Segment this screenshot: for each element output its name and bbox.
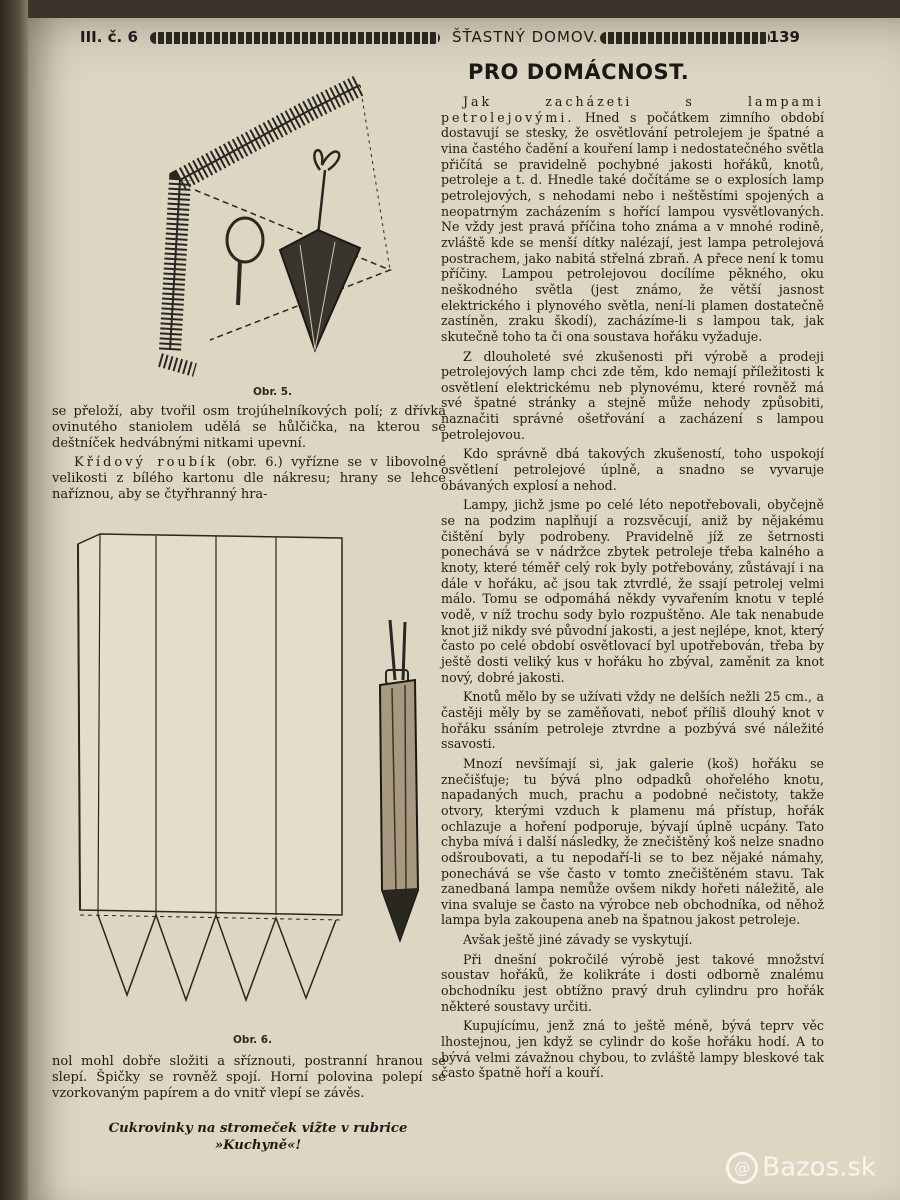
header-ornament-right [600, 32, 770, 44]
figure-5-caption: Obr. 5. [253, 386, 293, 398]
paragraph: Z dlouholeté své zkušenosti při výrobě a prodeji petrolejových lamp chci zde těm, kdo nemají příležitosti k osvětlení elektrickému neb plynovému, které rovněž má své špatné stránky a stejně může nehody způsobiti, naznačiti správné ošetřování a zacházení s lampou petrolejovou. [441, 348, 824, 442]
paragraph-lead: Křídový roubík [74, 454, 219, 470]
paragraph: Mnozí nevšímají si, jak galerie (koš) hořáku se znečišťuje; tu bývá plno odpadků ohořelého knotu, napadaných much, prachu a podobné nečistoty, takže otvory, kterými vzduch k plamenu má přístup, hořák ochlazuje a hoření podporuje, bývají úplně ucpány. Tato chyba mívá i další následky, že znečištěný koš nelze snadno odšroubovati, a tu nepodaří-li se to bez nějaké námahy, ponechává se vše často v tomto znečištěném stavu. Tak zanedbaná lampa nemůže ovšem nikdy hořeti náležitě, ale vina svaluje se často na výrobce neb obchodníka, od něhož lampa byla zakoupena aneb na špatnou jakost petroleje. [441, 755, 824, 928]
paragraph: nol mohl dobře složiti a sříznouti, postranní hranou se slepí. Špičky se rovněž spojí. Horní polovina polepí se vzorkovaným papírem a do vnitř vlepí se závěs. [52, 1054, 446, 1102]
watermark-text: Bazos.sk [762, 1152, 876, 1183]
footnote [58, 1120, 458, 1154]
figure-6-illustration [70, 530, 450, 1020]
page-number: 139 [768, 28, 800, 46]
issue-label: III. č. 6 [80, 28, 138, 46]
watermark [726, 1152, 876, 1184]
article-column-left-continued [52, 1054, 446, 1103]
header-ornament-left [150, 32, 440, 44]
paragraph: Kdo správně dbá takových zkušeností, toho uspokojí osvětlení petrolejové úplně, a snadno se vyvaruje obávaných explosí a nehod. [441, 446, 824, 493]
footnote-line: Cukrovinky na stromeček viz̃te v rubrice [108, 1121, 408, 1136]
figure-6-caption: Obr. 6. [233, 1034, 273, 1046]
paragraph: Kupujícímu, jenž zná to ještě méně, bývá teprv věc lhostejnou, jen když se cylindr do koše hořáku hodí. A to bývá velmi závažnou chybou, to zvláště lampy bleskové tak často špatně hoří a kouří. [441, 1018, 824, 1081]
article-column-right [441, 94, 824, 1085]
section-title: PRO DOMÁCNOST. [468, 60, 690, 84]
magazine-title: ŠŤASTNÝ DOMOV. [452, 28, 599, 46]
paragraph: se přeloží, aby tvořil osm trojúhelníkových polí; z dřívka ovinutého staniolem udělá se hůlčička, na kterou se deštníček hedvábnými nitkami upevní. [52, 404, 446, 452]
footnote-line: »Kuchyně«! [214, 1138, 302, 1153]
article-lead: Jak zacházeti s lampami petrolejovými. [441, 94, 824, 125]
paragraph: Křídový roubík (obr. 6.) vyřízne se v libovolné velikosti z bílého kartonu dle nákresu; hrany se lehce naříznou, aby se čtyřhranný hra- [52, 454, 447, 503]
book-spine-shadow [0, 0, 28, 1200]
paragraph: Avšak ještě jiné závady se vyskytují. [463, 932, 693, 948]
paragraph: Jak zacházeti s lampami petrolejovými. Hned s počátkem zimního období dostavují se stesky, že osvětlování petrolejem je špatné a vina častého čadění a kouření lamp i nedostatečného světla přičítá se pravidelně pochybné jakosti hořáků, knotů, petroleje a t. d. Hnedle také dočítáme se o explosích lamp petrolejových, s nehodami nebo i neštěstími spojených a neopatrným zacházením s hořící lampou vysvětlovaných. Ne vždy jest pravá příčina toho známa a v mnohé rodině, zvláště kde se menší dítky nalézají, jest lampa petrolejová postrachem, jako nabitá střelná zbraň. A přece není k tomu příčiny. Lampou petrolejovou docílíme pěkného, oku neškodného světla (jest známo, že větší jasnost elektrického i plynového světla, není-li plamen dostatečně zastíněn, zraku škodí), zacházíme-li s lampou tak, jak skutečně toho ta či ona soustava hořáku vyžaduje. [441, 94, 824, 344]
paragraph: Knotů mělo by se užívati vždy ne delších nežli 25 cm., a častěji měly by se zaměňovati, neboť příliš dlouhý knot v hořáku ssáním petroleje ztvrdne a pozbývá své náležité ssavosti. [441, 689, 824, 752]
figure-5-illustration [150, 70, 450, 380]
paragraph: Lampy, jichž jsme po celé léto nepotřebovali, obyčejně se na podzim naplňují a rozsvěcují, aniž by nějakému čištění byly podrobeny. Pravidelně jíž ze šetrnosti ponechává se v nádržce zbytek petroleje třeba kalného a knoty, které téměř celý rok byly potřebovány, zůstávají i na dále v hořáku, ač jsou tak ztvrdlé, že ssají petrolej velmi málo. Tomu se odpomáhá někdy vyvařením knotu v teplé vodě, v níž trochu sody bylo rozpuštěno. Ale tak nenabude knot již nikdy své původní jakosti, a jest nejlépe, knot, který často po celé období osvětlovací byl upotřebován, třeba by ještě dosti veliký kus v hořáku ho zbýval, zaměnit za knot nový, dobré jakosti. [441, 497, 824, 685]
paragraph: Při dnešní pokročilé výrobě jest takové množství soustav hořáků, že kolikráte i dosti odborně znalému obchodníku jest obtížno pravý druh cylindru pro hořák některé soustavy určiti. [441, 951, 824, 1014]
article-column-left [52, 404, 446, 505]
bazos-logo-icon: @ [726, 1152, 758, 1184]
page-header [80, 22, 800, 52]
